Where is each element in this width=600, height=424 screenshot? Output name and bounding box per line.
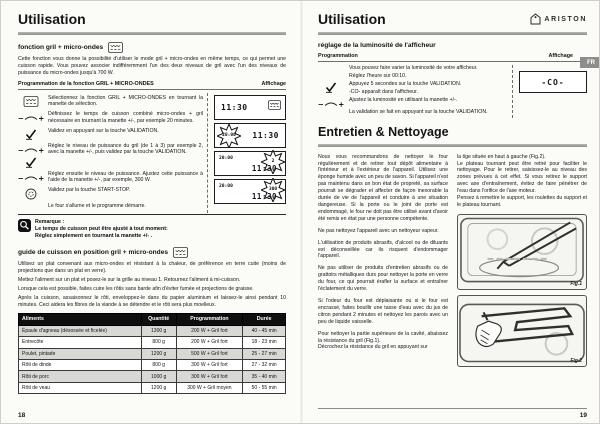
guide-paragraph: Lorsque cela est possible, faites cuire les rôtis sans barde afin d'éviter fumée et projections de graisse. <box>18 286 254 293</box>
care-paragraph: Ne pas utiliser de produits d'entretien abrasifs ou de grattoirs métalliques durs pour nettoyer la porte en verre du four, ce qui pourrait érafler la surface et entraîner l'éclatement du verre. <box>318 265 448 293</box>
cell-aliment: Rôti de porc <box>19 371 142 382</box>
note-divider <box>18 214 286 215</box>
start-stop-button-icon <box>18 187 44 200</box>
affichage-label: Affichage <box>548 53 573 59</box>
affichage-label: Affichage <box>261 80 286 87</box>
section-title-brightness <box>318 42 587 49</box>
display-time: 11:30 <box>251 163 277 173</box>
step-5 <box>18 171 203 185</box>
figure-2-label: Fig.2 <box>570 357 582 364</box>
page-title: Utilisation <box>18 11 86 27</box>
table-row <box>19 337 286 348</box>
care-paragraph: L'utilisation de produits abrasifs, d'alcool ou de diluants est déconseillée car ils risquent d'endommager l'appareil. <box>318 239 448 260</box>
step-3 <box>18 128 203 140</box>
display-example-column <box>513 65 587 118</box>
step-text: Le four s'allume et le programme démarre. <box>48 203 146 210</box>
care-paragraph: Ne pas nettoyez l'appareil avec un nettoyeur vapeur. <box>318 227 439 234</box>
page-number: 19 <box>579 412 587 419</box>
brightness-step <box>318 97 507 108</box>
header-rule <box>318 32 587 35</box>
step-icon-spacer <box>318 109 344 117</box>
validation-check-icon <box>318 81 344 96</box>
figure-1-label: Fig.1 <box>570 280 582 287</box>
remark-note <box>18 219 286 240</box>
col-header-quantite: Quantité <box>141 313 176 325</box>
validation-check-icon <box>25 157 37 168</box>
cell-aliment: Poulet, pintade <box>19 348 142 359</box>
section-title-label: réglage de la luminosité de l'afficheur <box>318 42 436 49</box>
brightness-step <box>318 65 507 80</box>
display-time: 11:30 <box>251 191 277 201</box>
note-label: Remarque : <box>35 218 65 225</box>
care-column-right <box>457 154 587 367</box>
step-6 <box>18 187 203 200</box>
care-columns <box>318 154 587 367</box>
step-1 <box>18 95 203 109</box>
cell-aliment: Épaule d'agneau (désossée et ficelée) <box>19 325 142 336</box>
step-text: Réglez ensuite le niveau de puissance. Ajustez cette puissance à l'aide de la manette +/-, par exemple, 300 W. <box>48 170 203 184</box>
flashing-value-starburst <box>217 124 241 148</box>
step-4 <box>18 143 203 168</box>
section-title-label: guide de cuisson en position gril + micro-ondes <box>18 249 169 257</box>
display-time: 11:30 <box>221 102 248 112</box>
flashing-value: 2 <box>271 159 275 165</box>
grill-micro-icon <box>268 100 281 110</box>
plus-minus-knob-icon <box>18 111 44 125</box>
cell-programmation: 200 W + Gril fort <box>176 325 243 336</box>
display-cook-time: 20:00 <box>219 183 233 189</box>
brightness-steps-column <box>318 65 512 118</box>
header-rule <box>18 32 286 35</box>
ariston-house-icon <box>530 13 541 25</box>
step-line: Vous pouvez faire varier la luminosité de votre afficheur. <box>349 65 478 71</box>
step-text: Sélectionnez la fonction GRIL + MICRO-ONDES en tournant la manette de sélection. <box>48 94 203 108</box>
programmation-header-row <box>318 53 587 62</box>
step-text: Définissez le temps de cuisson combiné micro-ondes + gril nécessaire en tournant la manette +/-, par exemple 20 minutes. <box>48 111 203 124</box>
step-text: Validez en appuyant sur la touche VALIDATION. <box>48 127 159 134</box>
step-text <box>349 65 507 80</box>
display-step-4 <box>214 179 286 204</box>
step-text: Réglez le niveau de puissance du gril (de 1 à 3) par exemple 2, avec la manette +/-, puis validez par la touche VALIDATION. <box>48 142 203 156</box>
plus-minus-knob-icon <box>18 144 44 154</box>
note-line: Réglez simplement en tournant la manette +/- . <box>35 233 152 240</box>
care-paragraph: Nous vous recommandons de nettoyer le four régulièrement et de retirer tout dépôt alimentaire à l'intérieur et à l'extérieur de l'appareil. Utilisez une éponge humide avec un peu de savon. Si l'appareil n'est pas maintenu dans un bon état de propreté, sa surface pourrait se dégrader et affecter de façon inexorable la durée de vie de l'appareil et conduire à une situation dangereuse. Si la porte ou le joint de porte est endommagé, le four ne doit pas être utilisé avant d'avoir été remis en état par une personne compétente. <box>318 153 448 222</box>
cell-quantite: 1300 g <box>141 325 176 336</box>
step-line: -CO- apparaît dans l'afficheur. <box>349 88 418 95</box>
cell-duree: 50 - 55 min <box>243 382 286 393</box>
validation-check-icon <box>18 128 44 140</box>
page-number: 18 <box>18 412 26 419</box>
table-row <box>19 371 286 382</box>
guide-paragraph: Utilisez un plat convenant aux micro-ondes et résistant à la chaleur, de préférence en terre cuite (moins de projections que dans un plat en verre). <box>18 261 286 275</box>
brightness-step <box>318 109 507 117</box>
care-paragraph: Pour nettoyer la partie supérieure de la cavité, abaissez la résistance du gril (Fig.1). <box>318 330 448 344</box>
display-examples-column <box>208 93 286 213</box>
steps-column <box>18 93 207 213</box>
cooking-guide-table <box>18 313 286 394</box>
step-icon-spacer <box>318 65 344 80</box>
grill-micro-intro: Cette fonction vous donne la possibilité d'utiliser le mode gril + micro-ondes en même temps, ce qui permet une cuisson rapide. Vous pouvez associer indifféremment l'un des deux niveaux de gril avec l'un des niveaux de puissance du micro-ondes jusqu'à 700 W. <box>18 56 286 76</box>
cell-programmation: 300 W + Gril fort <box>176 371 243 382</box>
selector-knob-icon <box>18 95 44 109</box>
note-line: Le temps de cuisson peut être ajusté à tout moment: <box>35 226 168 233</box>
cell-aliment: Entrecôte <box>19 337 142 348</box>
step-2 <box>18 111 203 125</box>
figure-1-grill-element <box>457 214 587 290</box>
grill-micro-icon <box>108 42 123 53</box>
page-right <box>302 1 600 424</box>
footer-rule <box>318 408 587 409</box>
table-row <box>19 325 286 336</box>
table-row <box>19 359 286 370</box>
figure-2-release-rod <box>457 295 587 367</box>
col-header-aliments: Aliments <box>19 313 142 325</box>
figure-2-illustration <box>458 296 586 366</box>
plus-minus-knob-icon <box>318 97 344 108</box>
step-icon-spacer <box>18 203 44 210</box>
step-line: Appuyez 5 secondes sur la touche VALIDATION. <box>349 81 462 88</box>
care-section-title: Entretien & Nettoyage <box>318 124 449 139</box>
cell-quantite: 1000 g <box>141 371 176 382</box>
cell-duree: 40 - 45 min <box>243 325 286 336</box>
flashing-value: 20:00 <box>222 133 236 139</box>
section-title-cooking-guide <box>18 247 286 258</box>
note-text <box>35 219 168 240</box>
table-header-row <box>19 313 286 325</box>
cell-duree: 35 - 40 min <box>243 371 286 382</box>
cell-aliment: Rôti de dinde <box>19 359 142 370</box>
programming-steps-area <box>18 93 286 213</box>
step-text <box>349 81 507 96</box>
cell-quantite: 800 g <box>141 337 176 348</box>
table-row <box>19 382 286 393</box>
step-text: La validation se fait en appuyant sur la touche VALIDATION. <box>349 109 488 116</box>
display-time: 11:30 <box>252 130 279 140</box>
brand-logo <box>530 13 587 25</box>
step-text: Ajustez la luminosité en utilisant la manette +/-. <box>349 97 458 104</box>
language-tab: FR <box>580 57 600 68</box>
care-paragraph: Le plateau tournant peut être retiré pour faciliter le nettoyage. Pour le retirer, saisissez-le au niveau des zones prévues à cet effet. Si vous retirez le support avec axe d'entraînement, évitez de faire pénétrer de l'eau dans l'orifice de l'axe moteur. <box>457 160 587 195</box>
step-line: Réglez l'heure sur 00:10. <box>349 72 407 79</box>
programmation-label: Programmation de la fonction GRIL + MICRO-ONDES <box>18 80 154 87</box>
plus-minus-knob-icon <box>18 171 44 185</box>
cell-programmation: 500 W + Gril fort <box>176 348 243 359</box>
section-title-grill-micro <box>18 42 286 53</box>
display-step-1 <box>214 95 286 120</box>
page-title: Utilisation <box>318 11 386 27</box>
brand-name: ARISTON <box>544 15 587 23</box>
display-step-3 <box>214 151 286 176</box>
care-paragraph: Décrochez la résistance du gril en appuyant sur <box>318 344 428 351</box>
page-left <box>1 1 300 424</box>
cell-quantite: 800 g <box>141 359 176 370</box>
figure-1-illustration <box>458 215 586 289</box>
section-title-label: fonction gril + micro-ondes <box>18 44 104 51</box>
step-final <box>18 203 203 210</box>
display-co: -CO- <box>519 71 587 93</box>
cell-aliment: Rôti de veau <box>19 382 142 393</box>
display-cook-time: 20:00 <box>219 155 233 161</box>
cell-programmation: 300 W + Gril fort <box>176 359 243 370</box>
cell-quantite: 1200 g <box>141 348 176 359</box>
care-paragraph: Pensez à remettre le support, les roulettes du support et le plateau tournant. <box>457 195 587 208</box>
grill-micro-icon <box>173 247 188 258</box>
cell-duree: 18 - 23 min <box>243 337 286 348</box>
cell-programmation: 300 W + Gril moyen <box>176 382 243 393</box>
brightness-step <box>318 81 507 96</box>
care-section-rule <box>318 144 587 147</box>
cell-quantite: 1200 g <box>141 382 176 393</box>
brightness-steps-area <box>318 65 587 118</box>
display-step-2 <box>214 123 286 148</box>
cell-duree: 25 - 27 min <box>243 348 286 359</box>
col-header-duree: Durée <box>243 313 286 325</box>
col-header-programmation: Programmation <box>176 313 243 325</box>
care-paragraph: la tige située en haut à gauche (Fig.2). <box>457 153 546 160</box>
page-header-row <box>318 11 587 27</box>
plus-minus-and-validation-icons <box>18 143 44 168</box>
programmation-label: Programmation <box>318 53 358 59</box>
magnifier-icon <box>18 219 31 232</box>
guide-paragraph: Mettez l'aliment sur un plat et posez-le sur la grille au niveau 1. Retournez l'aliment à mi-cuisson. <box>18 277 241 284</box>
step-text: Validez par la touche START-STOP. <box>48 187 131 194</box>
cell-duree: 27 - 32 min <box>243 359 286 370</box>
flashing-value: 300 <box>268 187 278 193</box>
cell-programmation: 200 W + Gril fort <box>176 337 243 348</box>
programmation-header-row <box>18 81 286 90</box>
care-paragraph: Si l'odeur du four est déplaisante ou si le four est encrassé, faites bouillir une tasse d'eau avec du jus de citron pendant 2 minutes et nettoyez les parois avec un peu de liquide vaisselle. <box>318 297 448 325</box>
care-column-left <box>318 154 448 367</box>
table-row <box>19 348 286 359</box>
guide-paragraph: Après la cuisson, assaisonnez le rôti, enveloppez-le dans du papier aluminium et laissez-le ainsi pendant 10 minutes. Ceci aidera les fibres de la viande à se détendre et le rôti sera plus moelleux. <box>18 295 286 308</box>
